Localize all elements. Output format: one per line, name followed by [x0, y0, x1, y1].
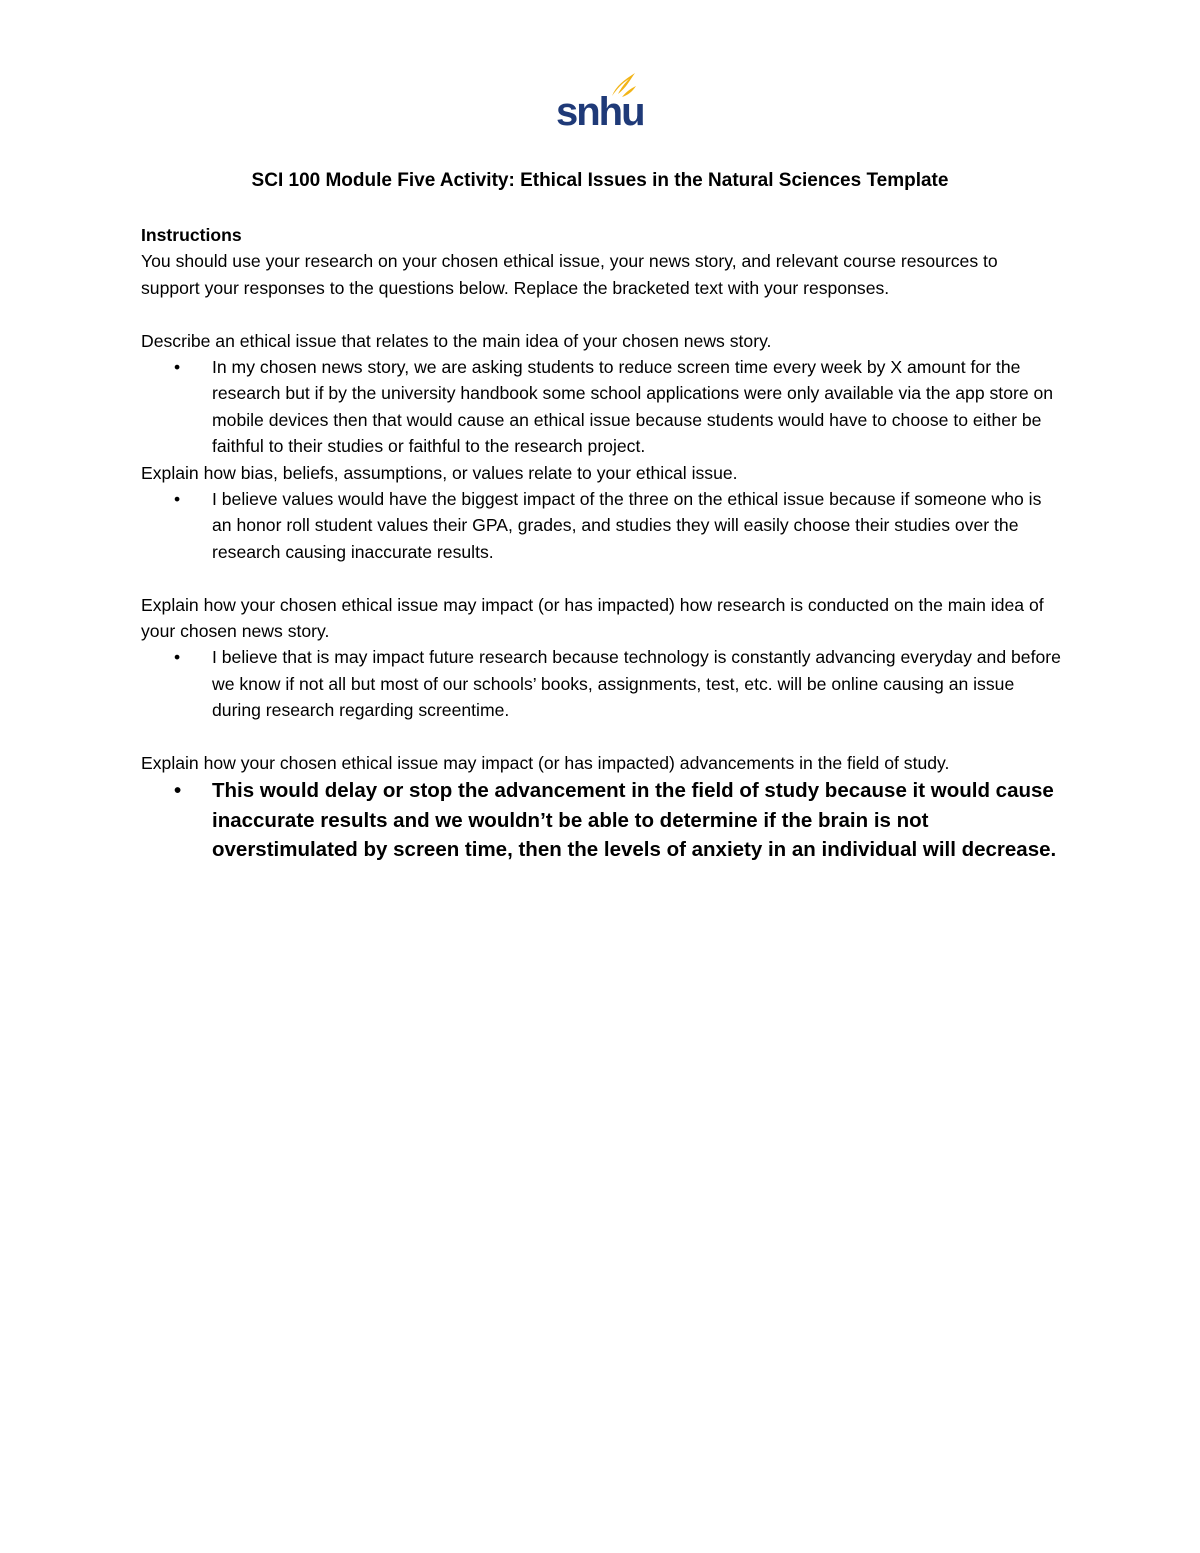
question-2: Explain how bias, beliefs, assumptions, or values relate to your ethical issue.: [141, 462, 738, 483]
spacer: [141, 565, 1061, 591]
document-title: SCI 100 Module Five Activity: Ethical Issues in the Natural Sciences Template: [251, 170, 949, 191]
answer-list-2: [141, 486, 1061, 565]
spacer: [141, 301, 1061, 327]
answer-3: [141, 644, 1061, 723]
spacer: [141, 724, 1061, 750]
answer-1-text: In my chosen news story, we are asking students to reduce screen time every week by X amount for the research but if by the university handbook some school applications were only available via the app store on mobile devices then that would cause an ethical issue because students would have to choose to either be faithful to their studies or faithful to the research project.: [212, 357, 1054, 457]
answer-list-3: [141, 644, 1061, 723]
instructions-text: You should use your research on your chosen ethical issue, your news story, and relevant course resources to support your responses to the questions below. Replace the bracketed text with your responses.: [141, 251, 998, 298]
answer-3-text: I believe that is may impact future research because technology is constantly advancing everyday and before we know if not all but most of our schools’ books, assignments, test, etc. will be online causing an issue during research regarding screentime.: [212, 647, 1061, 721]
bullet-icon: •: [174, 489, 181, 510]
answer-2: [141, 486, 1061, 565]
bullet-icon: •: [174, 357, 181, 378]
answer-2-text: I believe values would have the biggest impact of the three on the ethical issue because if someone who is an honor roll student values their GPA, grades, and studies they will easily choose their studies over the research causing inaccurate results.: [212, 489, 1042, 562]
question-1: Describe an ethical issue that relates to the main idea of your chosen news story.: [141, 330, 772, 351]
answer-1: [141, 354, 1061, 460]
answer-list-4: [141, 776, 1061, 865]
instructions-heading: Instructions: [141, 225, 242, 245]
question-3: Explain how your chosen ethical issue may impact (or has impacted) how research is conducted on the main idea of your chosen news story.: [141, 594, 1044, 642]
document-body: [141, 222, 1061, 865]
question-4: Explain how your chosen ethical issue may impact (or has impacted) advancements in the field of study.: [141, 753, 950, 774]
answer-4: [141, 776, 1061, 865]
bullet-icon: •: [174, 779, 182, 803]
snhu-logo: [556, 70, 644, 134]
bullet-icon: •: [174, 647, 181, 668]
logo-wordmark: snhu: [556, 90, 644, 134]
answer-4-text: This would delay or stop the advancement in the field of study because it would cause inaccurate results and we wouldn’t be able to determine if the brain is not overstimulated by screen time, then the levels of anxiety in an individual will decrease.: [212, 779, 1057, 862]
answer-list-1: [141, 354, 1061, 460]
